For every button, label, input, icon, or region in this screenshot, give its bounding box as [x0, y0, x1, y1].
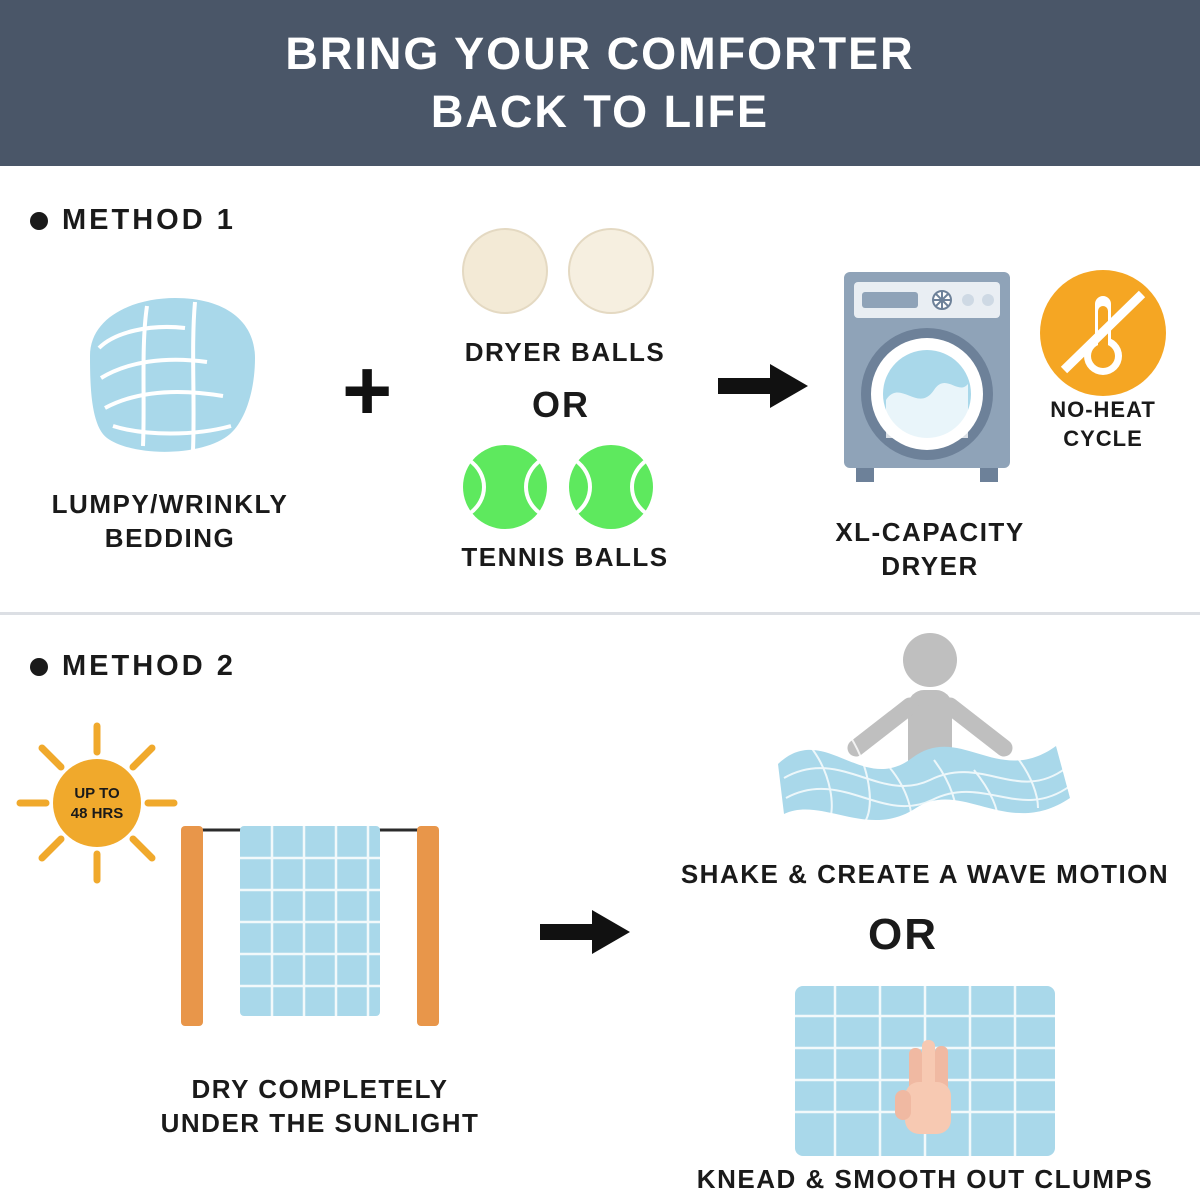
method-1-or-label: OR	[532, 384, 590, 425]
method-2-heading	[30, 650, 236, 683]
method-2-section	[0, 618, 1200, 1200]
dryer-caption-line-2: DRYER	[881, 550, 979, 581]
method-2-arrow-icon	[540, 908, 630, 956]
method-1-section	[0, 166, 1200, 614]
dry-caption-line-2: UNDER THE SUNLIGHT	[160, 1107, 480, 1138]
knead-illustration	[795, 986, 1055, 1164]
shake-caption: SHAKE & CREATE A WAVE MOTION	[680, 859, 1170, 889]
no-heat-caption-line-2: CYCLE	[1063, 425, 1143, 451]
dryer-illustration	[838, 272, 1016, 492]
bullet-dot-icon	[30, 212, 48, 230]
dryer-balls-illustration	[455, 228, 665, 314]
header-title-line-1: BRING YOUR COMFORTER	[285, 28, 915, 80]
method-2-label: METHOD 2	[62, 650, 236, 682]
dryer-caption	[800, 516, 1060, 584]
header-banner	[0, 0, 1200, 166]
method-1-arrow-icon	[718, 362, 808, 410]
dryer-balls-caption: DRYER BALLS	[464, 337, 666, 367]
sun-illustration	[12, 718, 182, 888]
bullet-dot-icon	[30, 658, 48, 676]
tennis-balls-illustration	[455, 444, 665, 530]
no-heat-caption	[1020, 396, 1186, 453]
tennis-balls-caption: TENNIS BALLS	[461, 542, 669, 572]
header-title-line-2: BACK TO LIFE	[430, 86, 770, 137]
dry-caption-line-1: DRY COMPLETELY	[191, 1074, 449, 1104]
no-heat-badge-icon	[1040, 270, 1166, 396]
svg-text:UP TO: UP TO	[74, 785, 120, 802]
no-heat-caption-line-1: NO-HEAT	[1050, 397, 1156, 422]
section-divider	[0, 612, 1200, 615]
dry-caption	[110, 1073, 530, 1141]
method-1-label: METHOD 1	[62, 204, 236, 236]
comforter-illustration	[55, 286, 285, 476]
clothesline-illustration	[165, 798, 465, 1058]
svg-text:48 HRS: 48 HRS	[70, 805, 124, 822]
bedding-caption-line-2: BEDDING	[104, 522, 236, 553]
method-1-heading	[30, 204, 236, 237]
method-2-or-label: OR	[868, 910, 938, 959]
shake-illustration	[770, 628, 1080, 838]
dryer-caption-line-1: XL-CAPACITY	[835, 517, 1025, 547]
bedding-caption	[10, 488, 330, 556]
bedding-caption-line-1: LUMPY/WRINKLY	[51, 489, 289, 519]
plus-symbol: +	[342, 343, 393, 439]
knead-caption: KNEAD & SMOOTH OUT CLUMPS	[696, 1164, 1154, 1194]
